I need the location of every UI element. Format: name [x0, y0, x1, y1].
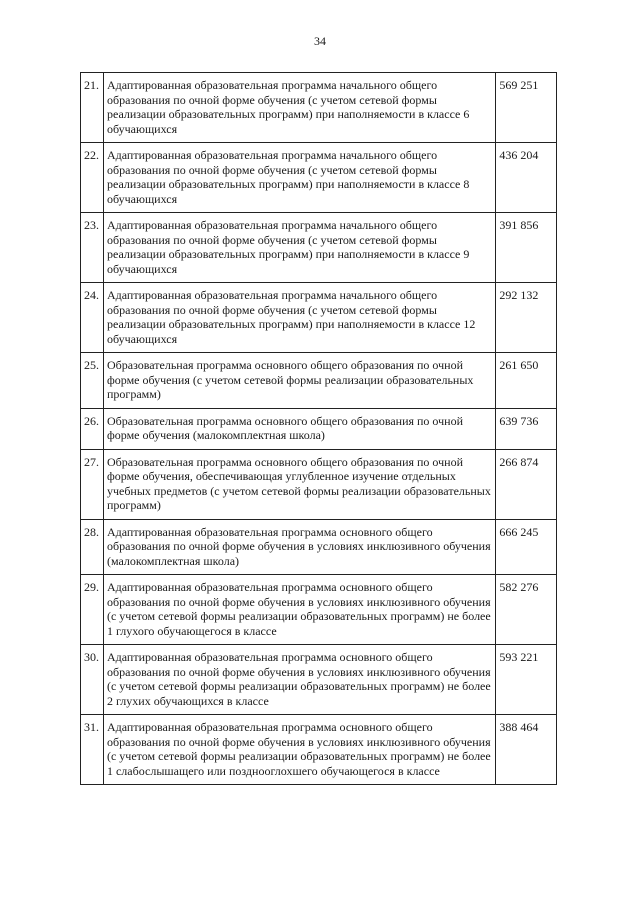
table-row	[81, 353, 557, 409]
table-row	[81, 213, 557, 283]
row-value: 582 276	[496, 575, 557, 645]
row-description: Адаптированная образовательная программа начального общего образования по очной форме обучения (с учетом сетевой формы реализации образовательных программ) при наполняемости в классе 12 обучающихся	[103, 283, 495, 353]
row-number: 29.	[81, 575, 104, 645]
table-row	[81, 519, 557, 575]
row-number: 24.	[81, 283, 104, 353]
row-description: Адаптированная образовательная программа основного общего образования по очной форме обучения в условиях инклюзивного обучения (малокомплектная школа)	[103, 519, 495, 575]
row-description: Адаптированная образовательная программа начального общего образования по очной форме обучения (с учетом сетевой формы реализации образовательных программ) при наполняемости в классе 9 обучающихся	[103, 213, 495, 283]
table-row	[81, 73, 557, 143]
row-value: 391 856	[496, 213, 557, 283]
row-description: Адаптированная образовательная программа начального общего образования по очной форме обучения (с учетом сетевой формы реализации образовательных программ) при наполняемости в классе 8 обучающихся	[103, 143, 495, 213]
row-value: 388 464	[496, 715, 557, 785]
row-number: 21.	[81, 73, 104, 143]
table-row	[81, 283, 557, 353]
table-row	[81, 645, 557, 715]
row-value: 569 251	[496, 73, 557, 143]
table-row	[81, 575, 557, 645]
table-row	[81, 143, 557, 213]
cost-table	[80, 72, 557, 785]
row-description: Образовательная программа основного общего образования по очной форме обучения (с учетом сетевой формы реализации образовательных программ)	[103, 353, 495, 409]
page-number: 34	[314, 34, 326, 48]
table-row	[81, 408, 557, 449]
row-number: 26.	[81, 408, 104, 449]
row-value: 666 245	[496, 519, 557, 575]
row-value: 261 650	[496, 353, 557, 409]
row-number: 22.	[81, 143, 104, 213]
row-description: Образовательная программа основного общего образования по очной форме обучения (малокомплектная школа)	[103, 408, 495, 449]
row-value: 639 736	[496, 408, 557, 449]
row-value: 266 874	[496, 449, 557, 519]
row-description: Адаптированная образовательная программа основного общего образования по очной форме обучения в условиях инклюзивного обучения (с учетом сетевой формы реализации образовательных программ) не более 2 глухих обучающихся в классе	[103, 645, 495, 715]
row-value: 593 221	[496, 645, 557, 715]
row-number: 30.	[81, 645, 104, 715]
row-number: 27.	[81, 449, 104, 519]
row-value: 292 132	[496, 283, 557, 353]
row-value: 436 204	[496, 143, 557, 213]
row-description: Адаптированная образовательная программа начального общего образования по очной форме обучения (с учетом сетевой формы реализации образовательных программ) при наполняемости в классе 6 обучающихся	[103, 73, 495, 143]
table-row	[81, 449, 557, 519]
row-number: 28.	[81, 519, 104, 575]
row-description: Адаптированная образовательная программа основного общего образования по очной форме обучения в условиях инклюзивного обучения (с учетом сетевой формы реализации образовательных программ) не более 1 глухого обучающегося в классе	[103, 575, 495, 645]
row-number: 23.	[81, 213, 104, 283]
row-description: Образовательная программа основного общего образования по очной форме обучения, обеспечивающая углубленное изучение отдельных учебных предметов (с учетом сетевой формы реализации образовательных программ)	[103, 449, 495, 519]
table-row	[81, 715, 557, 785]
row-number: 25.	[81, 353, 104, 409]
row-description: Адаптированная образовательная программа основного общего образования по очной форме обучения в условиях инклюзивного обучения (с учетом сетевой формы реализации образовательных программ) не более 1 слабослышащего или позднооглохшего обучающегося в классе	[103, 715, 495, 785]
row-number: 31.	[81, 715, 104, 785]
